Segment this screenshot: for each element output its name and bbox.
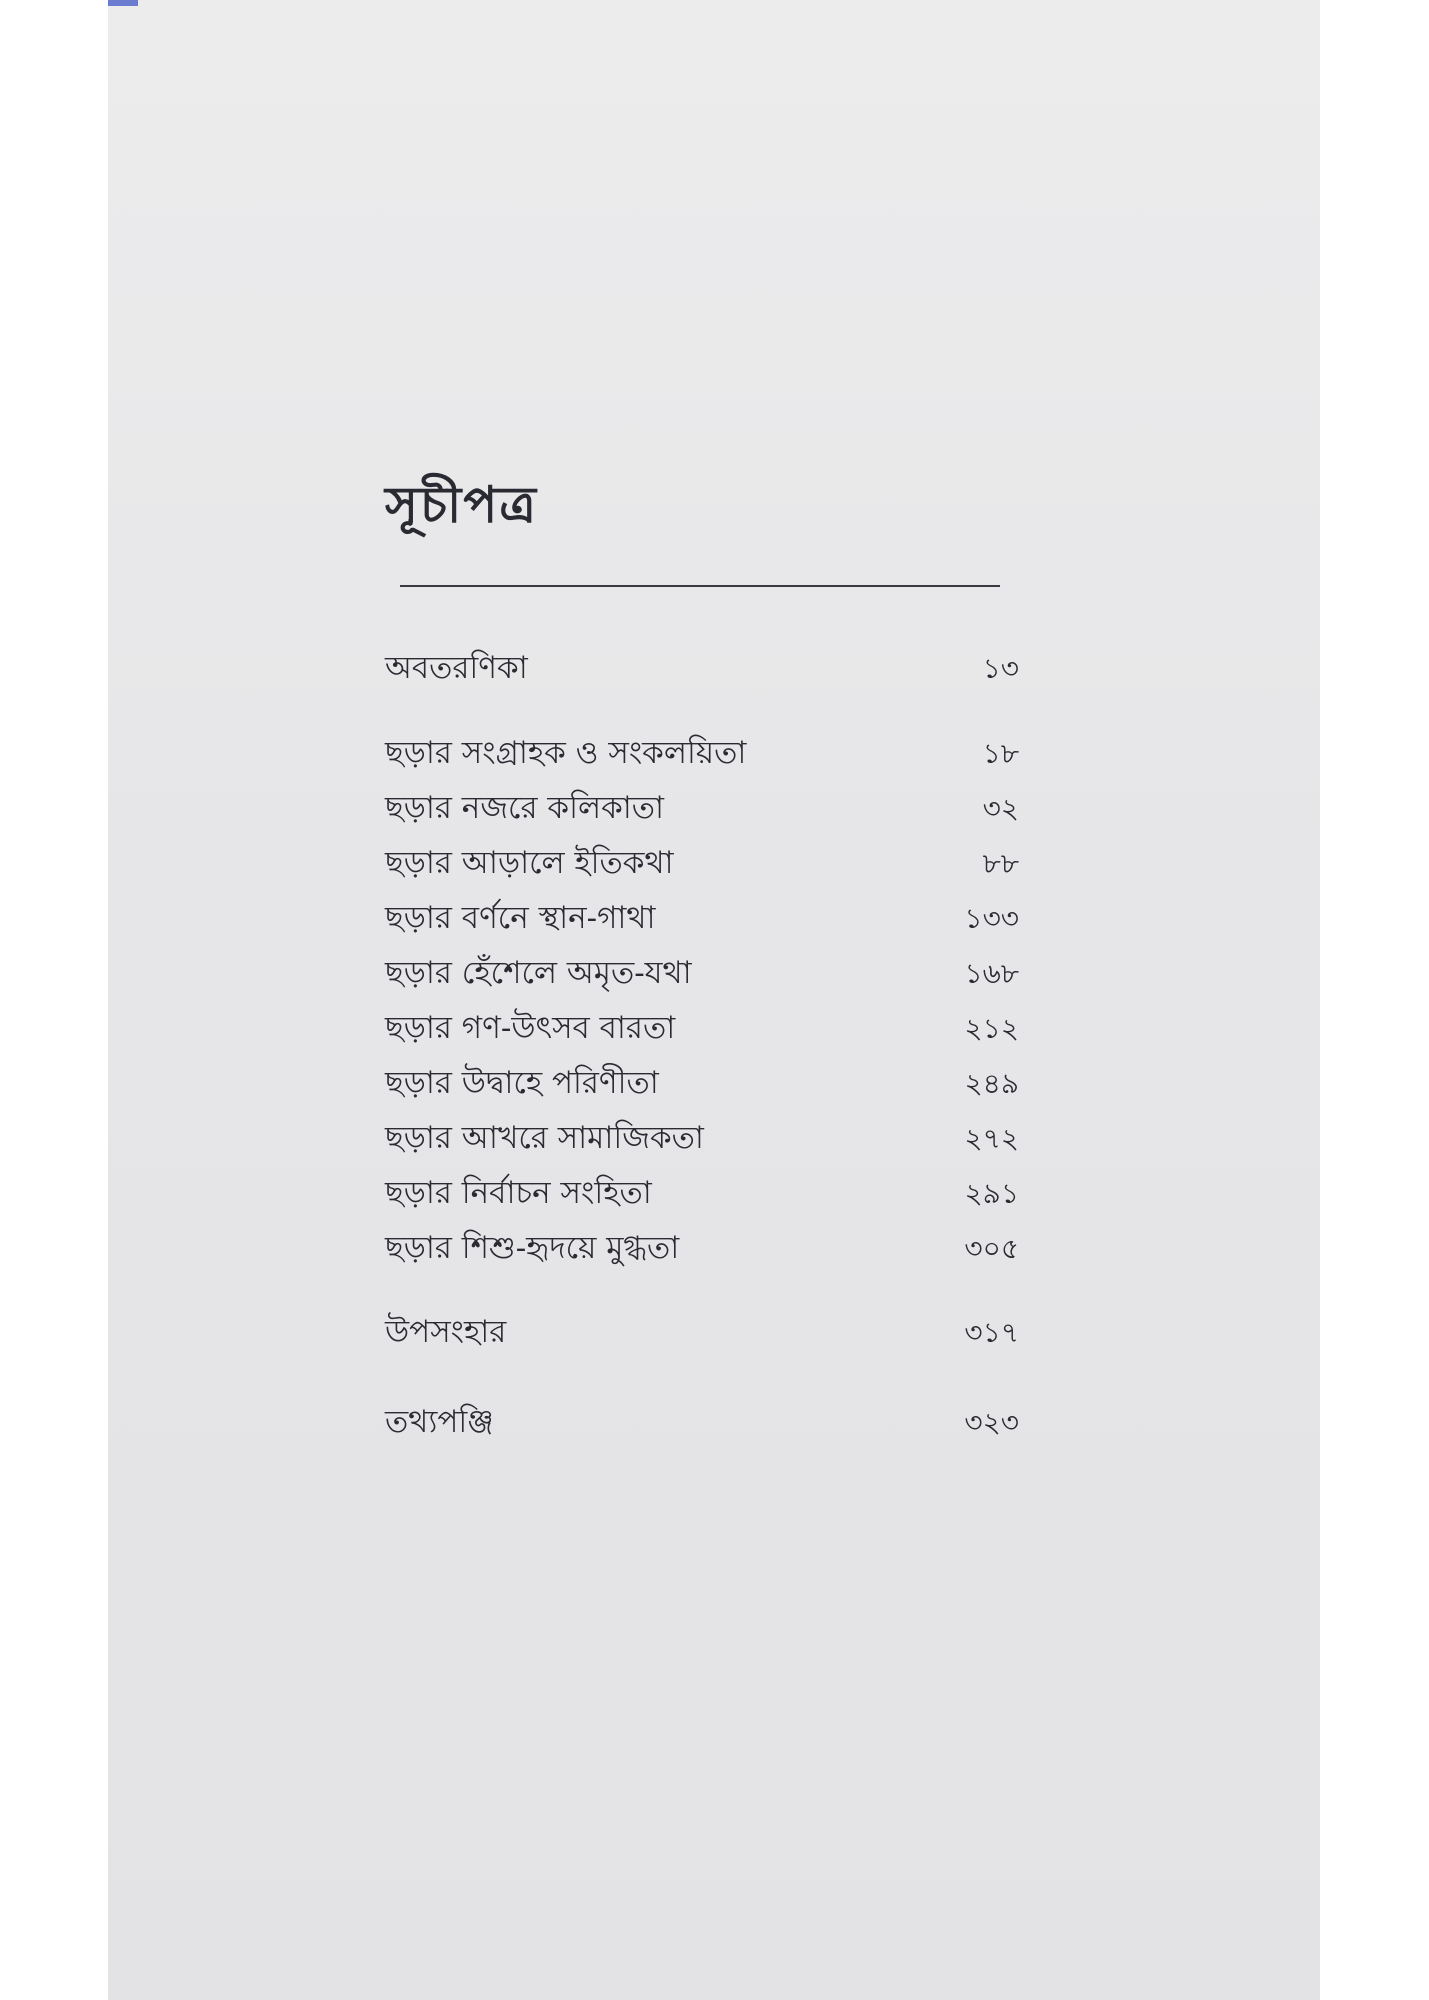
toc-entry-page: ২১২	[964, 1011, 1019, 1045]
toc-entry-label: ছড়ার আখরে সামাজিকতা	[385, 1120, 704, 1156]
toc-entry-label: ছড়ার আড়ালে ইতিকথা	[385, 845, 674, 881]
toc-entry-page: ২৪৯	[964, 1066, 1019, 1100]
toc-entry-label: ছড়ার উদ্বাহে পরিণীতা	[385, 1065, 659, 1101]
toc-entry	[385, 1063, 1025, 1107]
toc-entry-page: ৩১৭	[964, 1315, 1019, 1349]
toc-entry	[385, 1402, 1025, 1446]
toc-entry-label: অবতরণিকা	[385, 650, 528, 686]
toc-entry	[385, 733, 1025, 777]
toc-entry	[385, 1312, 1025, 1356]
toc-entry	[385, 953, 1025, 997]
toc-entry-page: ১৬৮	[964, 956, 1019, 990]
toc-entry-label: উপসংহার	[385, 1314, 507, 1350]
toc-entry	[385, 1173, 1025, 1217]
toc-entry-page: ১৩৩	[964, 901, 1019, 935]
toc-entry-page: ৩২	[982, 791, 1019, 825]
toc-entry-label: ছড়ার শিশু-হৃদয়ে মুগ্ধতা	[385, 1230, 680, 1266]
toc-entry	[385, 843, 1025, 887]
toc-entry	[385, 1228, 1025, 1272]
toc-entry-page: ৩০৫	[964, 1231, 1019, 1265]
toc-entry	[385, 1008, 1025, 1052]
toc-entry	[385, 898, 1025, 942]
page-corner-mark	[108, 0, 138, 6]
toc-entry	[385, 788, 1025, 832]
toc-entry-label: তথ্যপঞ্জি	[385, 1404, 494, 1440]
toc-entry-page: ৩২৩	[964, 1405, 1019, 1439]
toc-entry-page: ১৮	[982, 736, 1019, 770]
toc-title: সূচীপত্র	[385, 475, 538, 534]
toc-entry-label: ছড়ার বর্ণনে স্থান-গাথা	[385, 900, 656, 936]
toc-entry-page: ২৯১	[964, 1176, 1019, 1210]
page-margin	[1320, 0, 1429, 2000]
toc-entry-page: ২৭২	[964, 1121, 1019, 1155]
toc-entry	[385, 648, 1025, 692]
toc-entry-label: ছড়ার গণ-উৎসব বারতা	[385, 1010, 676, 1046]
toc-entry-label: ছড়ার নির্বাচন সংহিতা	[385, 1175, 652, 1211]
book-page	[108, 0, 1320, 2000]
table-of-contents	[385, 470, 1025, 1440]
title-divider	[400, 585, 1000, 587]
toc-entry	[385, 1118, 1025, 1162]
toc-entry-label: ছড়ার সংগ্রাহক ও সংকলয়িতা	[385, 735, 747, 771]
toc-entry-page: ৮৮	[982, 846, 1019, 880]
toc-entry-label: ছড়ার হেঁশেলে অমৃত-যথা	[385, 955, 692, 991]
toc-entry-label: ছড়ার নজরে কলিকাতা	[385, 790, 664, 826]
toc-entry-page: ১৩	[982, 651, 1019, 685]
